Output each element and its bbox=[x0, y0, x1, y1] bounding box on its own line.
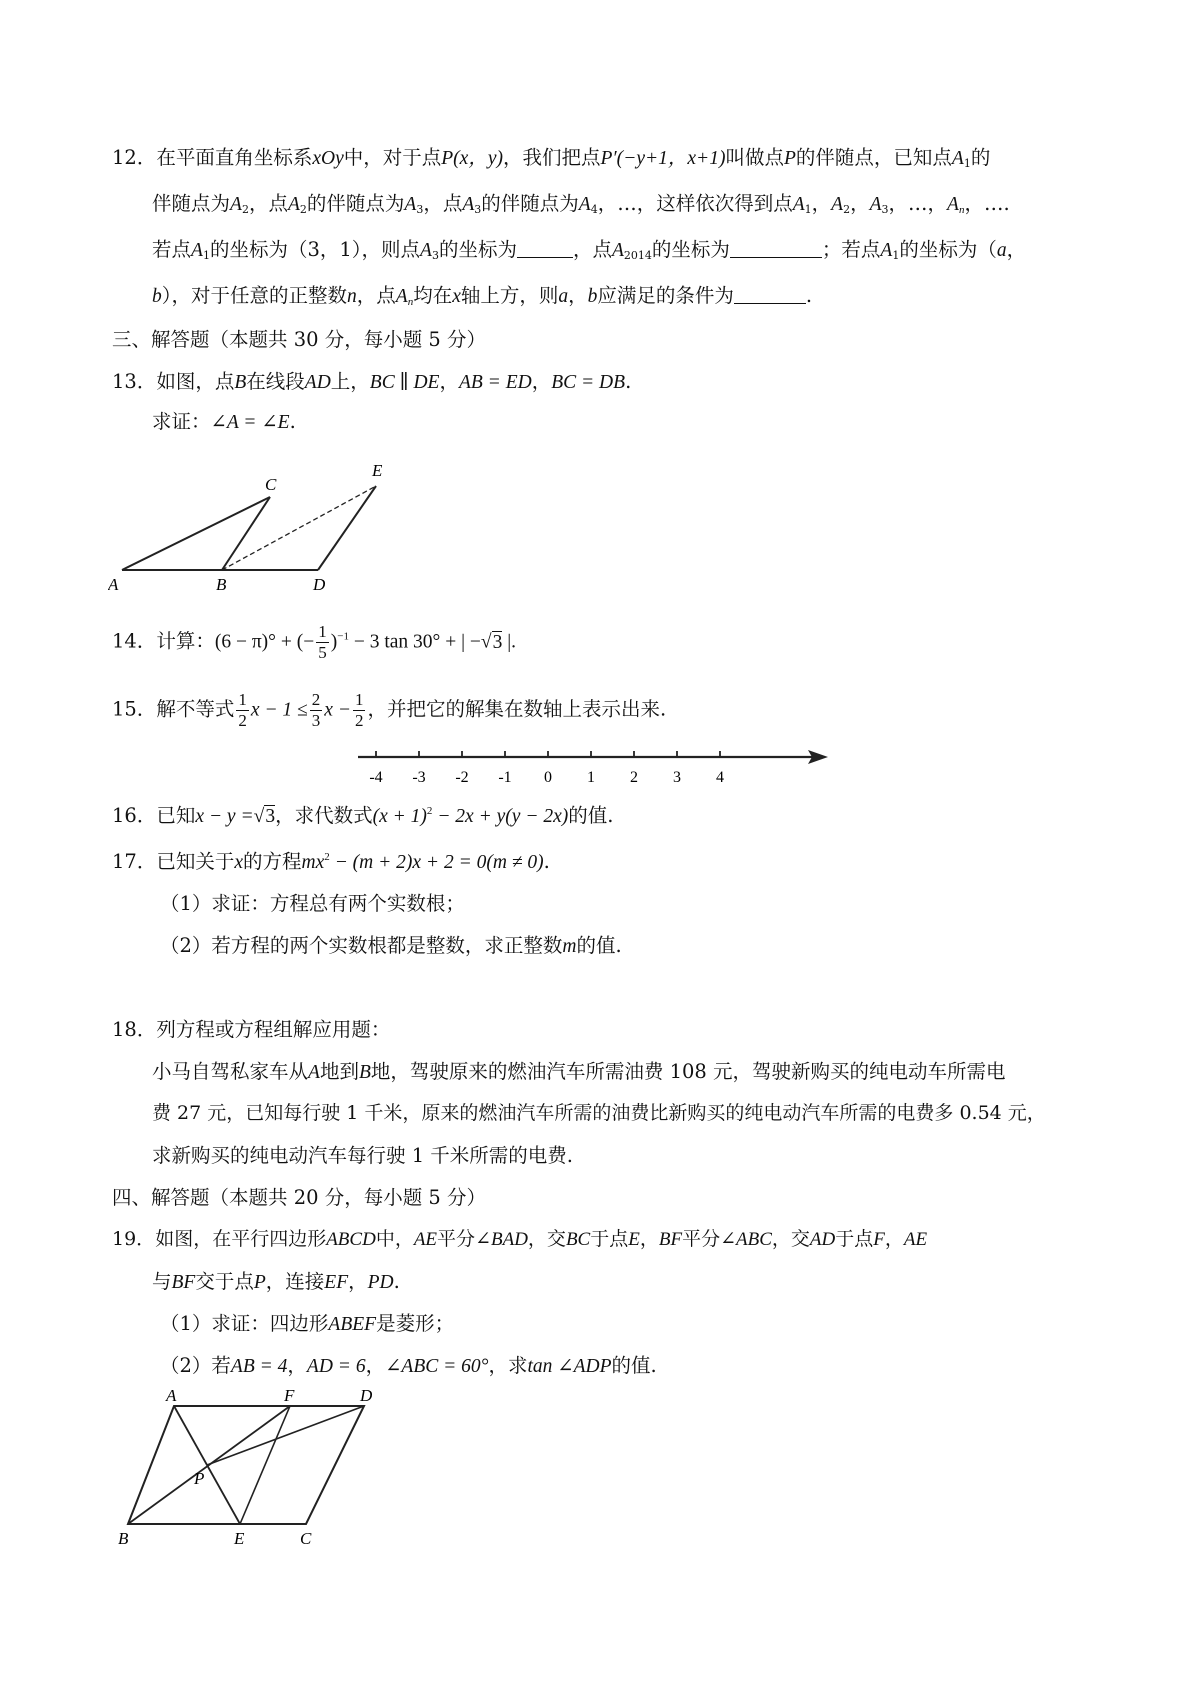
number-line-tick-label: 1 bbox=[587, 769, 595, 786]
number-line-tick-label: 0 bbox=[544, 769, 552, 786]
question-number: 17． bbox=[112, 850, 157, 873]
q12-line4: b），对于任意的正整数n，点$A_n$均在x轴上方，则a，b应满足的条件为 . bbox=[152, 284, 813, 308]
q18-line3: 求新购买的纯电动汽车每行驶 1 千米所需的电费. bbox=[152, 1144, 574, 1167]
number-line bbox=[354, 748, 834, 798]
segment-ac bbox=[122, 497, 270, 570]
section-heading: 三、解答题（本题共 30 分，每小题 5 分） bbox=[112, 328, 487, 351]
segment-ed bbox=[318, 486, 376, 570]
label-c: C bbox=[265, 475, 277, 494]
answer-blank[interactable] bbox=[517, 241, 573, 258]
q12-line2: 伴随点为$A_2$，点$A_2$的伴随点为$A_3$，点$A_3$的伴随点为$A_4$，…，这样依次得到点$A_1$，$A_2$，$A_3$，…，$A_n$，…. bbox=[152, 192, 1010, 216]
q12-line3: 若点$A_1$的坐标为（3，1），则点$A_3$的坐标为 ，点$A_{2014}$的坐标为 ；若点$A_1$的坐标为（a， bbox=[152, 238, 1027, 262]
label-a: A bbox=[166, 1388, 177, 1405]
q13-line2: 求证：∠A = ∠E. bbox=[152, 410, 296, 433]
label-b: B bbox=[118, 1529, 129, 1548]
q15-line: 15．解不等式 $\frac{1}{2}$ x − 1 ≤ $\frac{2}{3}$ x − $\frac{1}{2}$ ，并把它的解集在数轴上表示出来. bbox=[112, 690, 667, 730]
answer-blank[interactable] bbox=[734, 287, 806, 304]
q16-line: 16．已知x − y =√3，求代数式$(x + 1)^2 - 2x + y(y - 2x)$的值. bbox=[112, 804, 614, 827]
q19-part2: （2）若AB = 4，AD = 6，∠ABC = 60°，求tan ∠ADP的值. bbox=[160, 1354, 657, 1377]
section-heading: 四、解答题（本题共 20 分，每小题 5 分） bbox=[112, 1186, 487, 1209]
number-line-tick-label: -4 bbox=[369, 769, 383, 786]
number-line-tick-label: 3 bbox=[673, 769, 681, 786]
number-line-tick-label: 4 bbox=[716, 769, 724, 786]
q19-line1: 19．如图，在平行四边形ABCD中，AE平分∠BAD，交BC于点E，BF平分∠ABC，交AD于点F，AE bbox=[112, 1228, 928, 1250]
question-number: 19． bbox=[112, 1228, 156, 1250]
fraction: $\frac{1}{2}$ bbox=[238, 690, 247, 730]
label-e: E bbox=[372, 461, 383, 480]
question-number: 16． bbox=[112, 804, 157, 827]
q12-line1: 12．在平面直角坐标系xOy中，对于点P(x，y)，我们把点P′(−y+1，x+1)叫做点P的伴随点，已知点$A_1$的 bbox=[112, 146, 991, 170]
fraction: $\frac{1}{5}$ bbox=[318, 622, 327, 662]
label-b: B bbox=[216, 575, 227, 592]
fraction: $\frac{1}{2}$ bbox=[354, 690, 364, 730]
segment-be bbox=[222, 486, 376, 570]
q14-line: 14．计算：(6 − π)° + (− $\frac{1}{5}$ )$^{-1}$ − 3 tan 30° + | −√3 |. bbox=[112, 622, 516, 662]
q17-part1: （1）求证：方程总有两个实数根； bbox=[160, 892, 465, 915]
q17-part2: （2）若方程的两个实数根都是整数，求正整数m的值. bbox=[160, 934, 622, 957]
label-e: E bbox=[234, 1529, 245, 1548]
q17-line1: 17．已知关于x的方程$mx^2 - (m + 2)x + 2 = 0(m \ne 0)$. bbox=[112, 850, 550, 873]
q19-part1: （1）求证：四边形ABEF是菱形； bbox=[160, 1312, 455, 1335]
question-number: 13． bbox=[112, 370, 157, 393]
question-number: 12． bbox=[112, 146, 157, 169]
q18-title: 18．列方程或方程组解应用题： bbox=[112, 1018, 391, 1041]
number-line-tick-label: 2 bbox=[630, 769, 638, 786]
q19-line2: 与BF交于点P，连接EF，PD. bbox=[152, 1270, 400, 1293]
fraction: $\frac{2}{3}$ bbox=[311, 690, 321, 730]
number-line-tick-label: -3 bbox=[412, 769, 426, 786]
q13-line1: 13．如图，点B在线段AD上，BC ∥ DE，AB = ED，BC = DB. bbox=[112, 370, 632, 393]
answer-blank[interactable] bbox=[730, 241, 822, 258]
parallelogram-abcd bbox=[128, 1406, 364, 1524]
q18-line1: 小马自驾私家车从A地到B地，驾驶原来的燃油汽车所需油费 108 元，驾驶新购买的纯电动车所需电 bbox=[152, 1060, 1006, 1083]
label-d: D bbox=[313, 575, 326, 592]
number-line-tick-label: -2 bbox=[455, 769, 469, 786]
label-p: P bbox=[194, 1469, 205, 1488]
question-number: 18． bbox=[112, 1018, 157, 1041]
number-line-tick-label: -1 bbox=[498, 769, 512, 786]
label-d: D bbox=[360, 1388, 373, 1405]
parallelogram-figure-q19 bbox=[116, 1388, 386, 1548]
label-a: A bbox=[108, 575, 119, 592]
question-number: 15． bbox=[112, 697, 157, 721]
label-f: F bbox=[284, 1388, 295, 1405]
triangle-figure-q13 bbox=[108, 452, 398, 592]
label-c: C bbox=[300, 1529, 312, 1548]
question-number: 14． bbox=[112, 629, 157, 653]
q18-line2: 费 27 元，已知每行驶 1 千米，原来的燃油汽车所需的油费比新购买的纯电动汽车所需的电费多 0.54 元， bbox=[152, 1102, 1046, 1124]
